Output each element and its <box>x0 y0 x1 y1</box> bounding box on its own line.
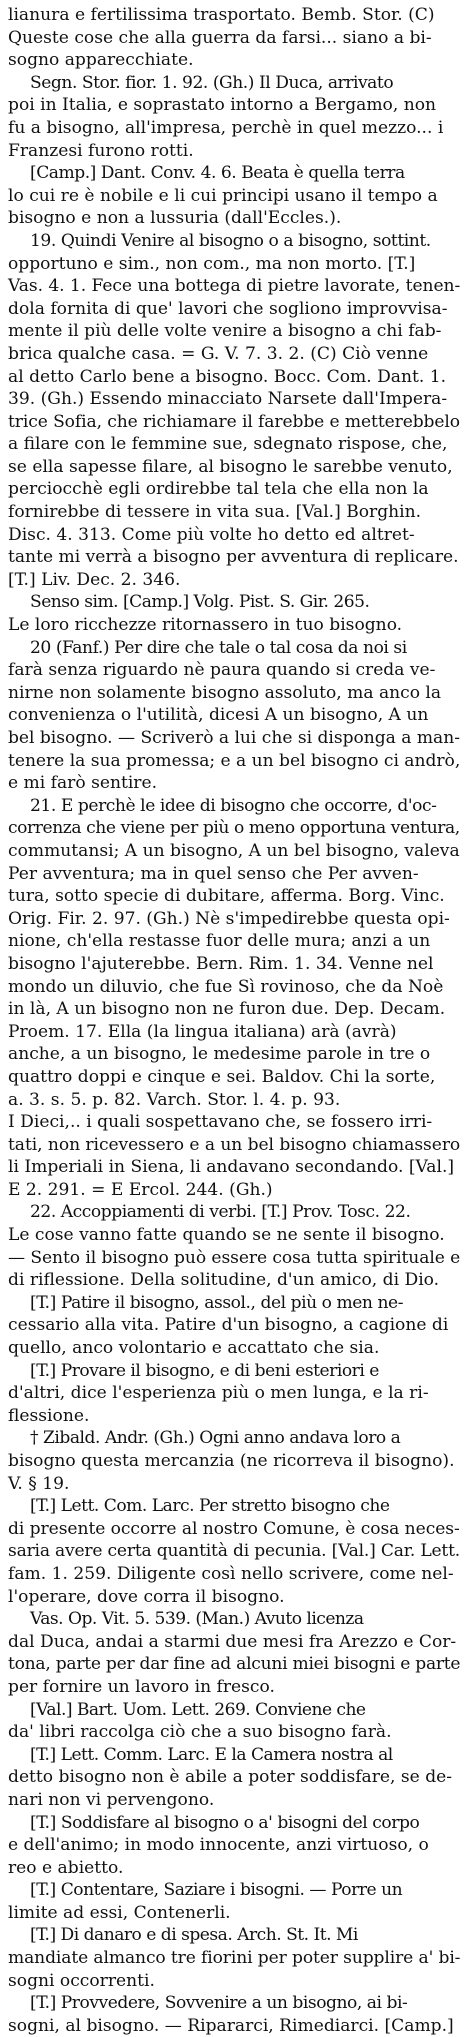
text-line: bel bisogno. — Scriverò a lui che si disponga a man- <box>8 728 460 748</box>
text-line: se ella sapesse filare, al bisogno le sarebbe venuto, <box>8 456 453 477</box>
text-line: tati, non ricevessero e a un bel bisogno chiamassero <box>8 1134 461 1155</box>
text-line: fu a bisogno, all'impresa, perchè in quel mezzo... i <box>8 117 444 138</box>
text-line: li Imperiali in Siena, li andavano secondando. [Val.] <box>8 1157 455 1178</box>
text-line: di riflessione. Della solitudine, d'un amico, di Dio. <box>8 1270 440 1291</box>
text-line: 22. Accoppiamenti di verbi. [T.] Prov. Tosc. 22. <box>30 1202 411 1223</box>
text-line: a. 3. s. 5. p. 82. Varch. Stor. l. 4. p. 93. <box>8 1089 341 1110</box>
text-line: Le loro ricchezze ritornassero in tuo bisogno. <box>8 615 403 636</box>
text-line: [T.] Contentare, Saziare i bisogni. — Porre un <box>30 1880 403 1901</box>
text-line: Senso sim. [Camp.] Volg. Pist. S. Gir. 265. <box>30 592 370 613</box>
text-line: a filare con le femmine sue, sdegnato rispose, che, <box>8 434 448 455</box>
text-line: Franzesi furono rotti. <box>8 140 194 161</box>
text-line: sogni occorrenti. <box>8 1970 155 1991</box>
text-line: tante mi verrà a bisogno per avventura di replicare. <box>8 547 459 568</box>
text-line: convenienza o l'utilità, dicesi A un bisogno, A un <box>8 705 429 726</box>
text-line: perciocchè egli ordirebbe tal tela che ella non la <box>8 479 429 500</box>
text-line: — Sento il bisogno può essere cosa tutta spirituale e <box>8 1247 461 1268</box>
text-line: quattro doppi e cinque e sei. Baldov. Chi la sorte, <box>8 1066 436 1087</box>
text-line: † Zibald. Andr. (Gh.) Ogni anno andava loro a <box>30 1428 401 1449</box>
text-line: lianura e fertilissima trasportato. Bemb. Stor. (C) <box>8 5 435 25</box>
text-line: e dell'animo; in modo innocente, anzi virtuoso, o <box>8 1835 429 1856</box>
text-line: cessario alla vita. Patire d'un bisogno, a cagione di <box>8 1315 449 1336</box>
text-line: [T.] Provvedere, Sovvenire a un bisogno, ai bi- <box>30 1993 408 2014</box>
text-line: reo e abietto. <box>8 1857 124 1878</box>
text-line: [T.] Liv. Dec. 2. 346. <box>8 569 181 590</box>
text-line: tura, sotto specie di dubitare, afferma. Borg. Vinc. <box>8 886 445 907</box>
text-line: al detto Carlo bene a bisogno. Bocc. Com. Dant. 1. <box>8 366 447 387</box>
text-line: [T.] Provare il bisogno, e di beni esteriori e <box>30 1360 379 1381</box>
text-line: I Dieci,.. i quali sospettavano che, se fossero irri- <box>8 1112 433 1133</box>
text-line: [Val.] Bart. Uom. Lett. 269. Conviene che <box>30 1699 366 1720</box>
text-line: da' libri raccolga ciò che a suo bisogno farà. <box>8 1722 392 1743</box>
text-line: Vas. 4. 1. Fece una bottega di pietre lavorate, tenen- <box>8 276 461 297</box>
text-line: d'altri, dice l'esperienza più o men lunga, e la ri- <box>8 1383 429 1404</box>
text-line: saria avere certa quantità di pecunia. [Val.] Car. Lett. <box>8 1541 460 1562</box>
text-line: dola fornita di que' lavori che sogliono improvvisa- <box>8 298 448 319</box>
text-line: [T.] Lett. Comm. Larc. E la Camera nostra al <box>30 1744 393 1765</box>
text-line: tona, parte per dar fine ad alcuni miei bisogni e parte <box>8 1654 461 1675</box>
text-line: detto bisogno non è abile a poter soddisfare, se de- <box>8 1767 453 1788</box>
text-line: Per avventura; ma in quel senso che Per avven- <box>8 863 419 884</box>
text-line: sogni, al bisogno. — Ripararci, Rimediarci. [Camp.] <box>8 2015 454 2036</box>
text-line: Segn. Stor. fior. 1. 92. (Gh.) Il Duca, arrivato <box>30 72 394 93</box>
text-line: nirne non solamente bisogno assoluto, ma anco la <box>8 682 442 703</box>
text-line: limite ad essi, Contenerli. <box>8 1902 231 1923</box>
text-line: 21. E perchè le idee di bisogno che occorre, d'oc- <box>30 795 437 816</box>
text-line: 19. Quindi Venire al bisogno o a bisogno, sottint. <box>30 230 431 251</box>
text-line: trice Sofia, che richiamare il farebbe e metterebbelo <box>8 411 460 432</box>
text-line: anche, a un bisogno, le medesime parole in tre o <box>8 1044 431 1065</box>
text-line: di presente occorre al nostro Comune, è cosa neces- <box>8 1518 460 1539</box>
text-line: tenere la sua promessa; e a un bel bisogno ci andrò, <box>8 750 461 771</box>
text-line: [T.] Lett. Com. Larc. Per stretto bisogno che <box>30 1496 390 1517</box>
text-line: V. § 19. <box>8 1473 70 1494</box>
text-line: E 2. 291. = E Ercol. 244. (Gh.) <box>8 1179 273 1200</box>
text-line: farà senza riguardo nè paura quando si creda ve- <box>8 660 436 681</box>
text-line: lo cui re è nobile e li cui principi usano il tempo a <box>8 185 438 206</box>
text-line: bisogno questa mercanzia (ne ricorreva il bisogno). <box>8 1451 455 1471</box>
text-line: nari non vi pervengono. <box>8 1789 215 1810</box>
text-line: mandiate almanco tre fiorini per poter supplire a' bi- <box>8 1948 461 1969</box>
text-line: dal Duca, andai a starmi due mesi fra Arezzo e Cor- <box>8 1631 457 1652</box>
text-line: fornirebbe di tessere in vita sua. [Val.] Borghin. <box>8 502 422 523</box>
text-line: opportuno e sim., non com., ma non morto. [T.] <box>8 253 416 274</box>
text-line: in là, A un bisogno non ne furon due. Dep. Decam. <box>8 999 446 1020</box>
text-line: e mi farò sentire. <box>8 773 158 794</box>
text-line: bisogno l'ajuterebbe. Bern. Rim. 1. 34. Venne nel <box>8 953 434 974</box>
text-line: 39. (Gh.) Essendo minacciato Narsete dall'Impera- <box>8 389 448 410</box>
text-line: l'operare, dove corra il bisogno. <box>8 1586 285 1607</box>
text-line: Proem. 17. Ella (la lingua italiana) arà (avrà) <box>8 1021 397 1042</box>
text-line: nione, ch'ella restasse fuor delle mura; anzi a un <box>8 931 431 952</box>
text-line: Queste cose che alla guerra da farsi... siano a bi- <box>8 27 432 48</box>
text-line: fam. 1. 259. Diligente così nello scrivere, come nel- <box>8 1563 454 1584</box>
text-line: [T.] Patire il bisogno, assol., del più o men ne- <box>30 1292 404 1313</box>
text-line: commutansi; A un bisogno, A un bel bisogno, valeva <box>8 840 460 861</box>
text-line: 20 (Fanf.) Per dire che tale o tal cosa da noi si <box>30 637 407 658</box>
text-line: per fornire un lavoro in fresco. <box>8 1676 275 1697</box>
text-line: [T.] Soddisfare al bisogno o a' bisogni del corpo <box>30 1812 420 1833</box>
text-line: Vas. Op. Vit. 5. 539. (Man.) Avuto licenza <box>30 1609 364 1630</box>
text-line: mente il più delle volte venire a bisogno a chi fab- <box>8 321 442 342</box>
text-line: [Camp.] Dant. Conv. 4. 6. Beata è quella terra <box>30 163 405 184</box>
text-line: correnza che viene per più o meno opportuna ventura, <box>8 818 460 839</box>
text-line: bisogno e non a lussuria (dall'Eccles.). <box>8 208 342 229</box>
text-line: poi in Italia, e soprastato intorno a Bergamo, non <box>8 95 437 116</box>
text-line: mondo un diluvio, che fue Sì rovinoso, che da Noè <box>8 976 444 997</box>
text-line: Le cose vanno fatte quando se ne sente il bisogno. <box>8 1225 445 1246</box>
text-line: [T.] Di danaro e di spesa. Arch. St. It. Mi <box>30 1925 358 1946</box>
text-line: quello, anco volontario e accattato che sia. <box>8 1338 380 1359</box>
text-line: Orig. Fir. 2. 97. (Gh.) Nè s'impedirebbe questa opi- <box>8 908 450 929</box>
text-line: flessione. <box>8 1405 90 1426</box>
text-line: Disc. 4. 313. Come più volte ho detto ed altret- <box>8 524 415 545</box>
text-line: sogno apparecchiate. <box>8 50 194 71</box>
text-line: brica qualche casa. = G. V. 7. 3. 2. (C) Ciò venne <box>8 343 429 364</box>
